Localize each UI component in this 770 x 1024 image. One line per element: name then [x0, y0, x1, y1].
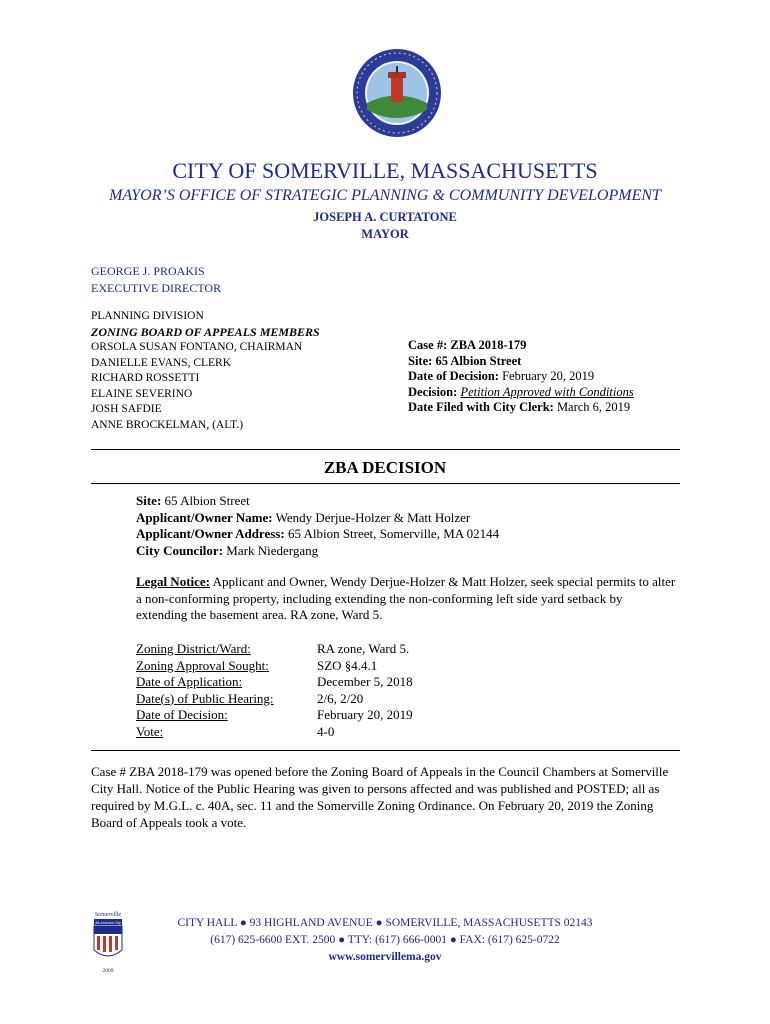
executive-director-block	[91, 263, 221, 297]
mayor-name: JOSEPH A. CURTATONE	[313, 210, 457, 224]
owner-line: Applicant/Owner Name: Wendy Derjue-Holzer & Matt Holzer	[136, 509, 471, 525]
planning-division: PLANNING DIVISION	[91, 310, 204, 322]
board-members-block	[91, 309, 320, 433]
case-filed-line: Date Filed with City Clerk: March 6, 2019	[408, 400, 631, 414]
footer-phone: (617) 625-6600 EXT. 2500 ● TTY: (617) 666-0001 ● FAX: (617) 625-0722	[210, 934, 560, 946]
city-seal-logo	[352, 48, 442, 138]
address-line: Applicant/Owner Address: 65 Albion Street, Somerville, MA 02144	[136, 526, 500, 541]
case-number-line: Case #: ZBA 2018-179	[408, 338, 527, 352]
office-name: MAYOR’S OFFICE OF STRATEGIC PLANNING & COMMUNITY DEVELOPMENT	[109, 187, 661, 204]
case-date-line: Date of Decision: February 20, 2019	[408, 369, 595, 383]
mayor-title: MAYOR	[361, 227, 409, 241]
zoning-row: Date of Decision: February 20, 2019	[136, 707, 413, 722]
board-member: RICHARD ROSSETTI	[91, 372, 200, 384]
divider-title	[91, 483, 680, 484]
board-member: DANIELLE EVANS, CLERK	[91, 356, 232, 369]
svg-text:Somerville: Somerville	[94, 912, 122, 918]
zoning-details-table	[136, 641, 413, 740]
zoning-row: Date(s) of Public Hearing: 2/6, 2/20	[136, 690, 364, 706]
decision-title: ZBA DECISION	[323, 458, 447, 477]
footer-website-link[interactable]: www.somervillema.gov	[328, 951, 442, 963]
board-heading: ZONING BOARD OF APPEALS MEMBERS	[91, 324, 320, 339]
svg-text:2009: 2009	[102, 968, 114, 974]
zoning-row: Date of Application: December 5, 2018	[136, 674, 413, 689]
city-title: CITY OF SOMERVILLE, MASSACHUSETTS	[172, 158, 598, 183]
svg-text:All-America City: All-America City	[95, 921, 121, 925]
case-info-block	[408, 338, 634, 416]
board-member: ORSOLA SUSAN FONTANO, CHAIRMAN	[91, 341, 303, 353]
councilor-line: City Councilor: Mark Niedergang	[136, 542, 319, 558]
legal-notice: Legal Notice: Applicant and Owner, Wendy Derjue-Holzer & Matt Holzer, seek special permits to alter a non-conforming property, including extending the non-conforming left side yard setback by extending the basement area. RA zone, Ward 5.	[136, 574, 676, 622]
board-member: JOSH SAFDIE	[91, 403, 162, 415]
executive-name: GEORGE J. PROAKIS	[91, 264, 205, 278]
board-member: ANNE BROCKELMAN, (ALT.)	[91, 418, 244, 431]
zoning-row: Vote: 4-0	[136, 723, 335, 739]
case-site-line: Site: 65 Albion Street	[408, 353, 522, 368]
decision-paragraph: Case # ZBA 2018-179 was opened before the Zoning Board of Appeals in the Council Chambers at Somerville City Hall. Notice of the Public Hearing was given to persons affected and was published and POSTED; all as required by M.G.L. c. 40A, sec. 11 and the Somerville Zoning Ordinance. On February 20, 2019 the Zoning Board of Appeals took a vote.	[91, 764, 669, 830]
site-line: Site: 65 Albion Street	[136, 493, 250, 508]
executive-title: EXECUTIVE DIRECTOR	[91, 281, 222, 295]
divider-top	[91, 449, 680, 450]
footer-address-block	[0, 915, 770, 966]
divider-bottom	[91, 750, 680, 751]
footer-address: CITY HALL ● 93 HIGHLAND AVENUE ● SOMERVILLE, MASSACHUSETTS 02143	[177, 917, 593, 929]
board-member: ELAINE SEVERINO	[91, 387, 193, 400]
site-info-block	[136, 493, 499, 559]
zoning-row: Zoning Approval Sought: SZO §4.4.1	[136, 657, 378, 673]
case-decision-line: Decision: Petition Approved with Conditions	[408, 384, 634, 399]
zoning-row: Zoning District/Ward: RA zone, Ward 5.	[136, 641, 410, 656]
